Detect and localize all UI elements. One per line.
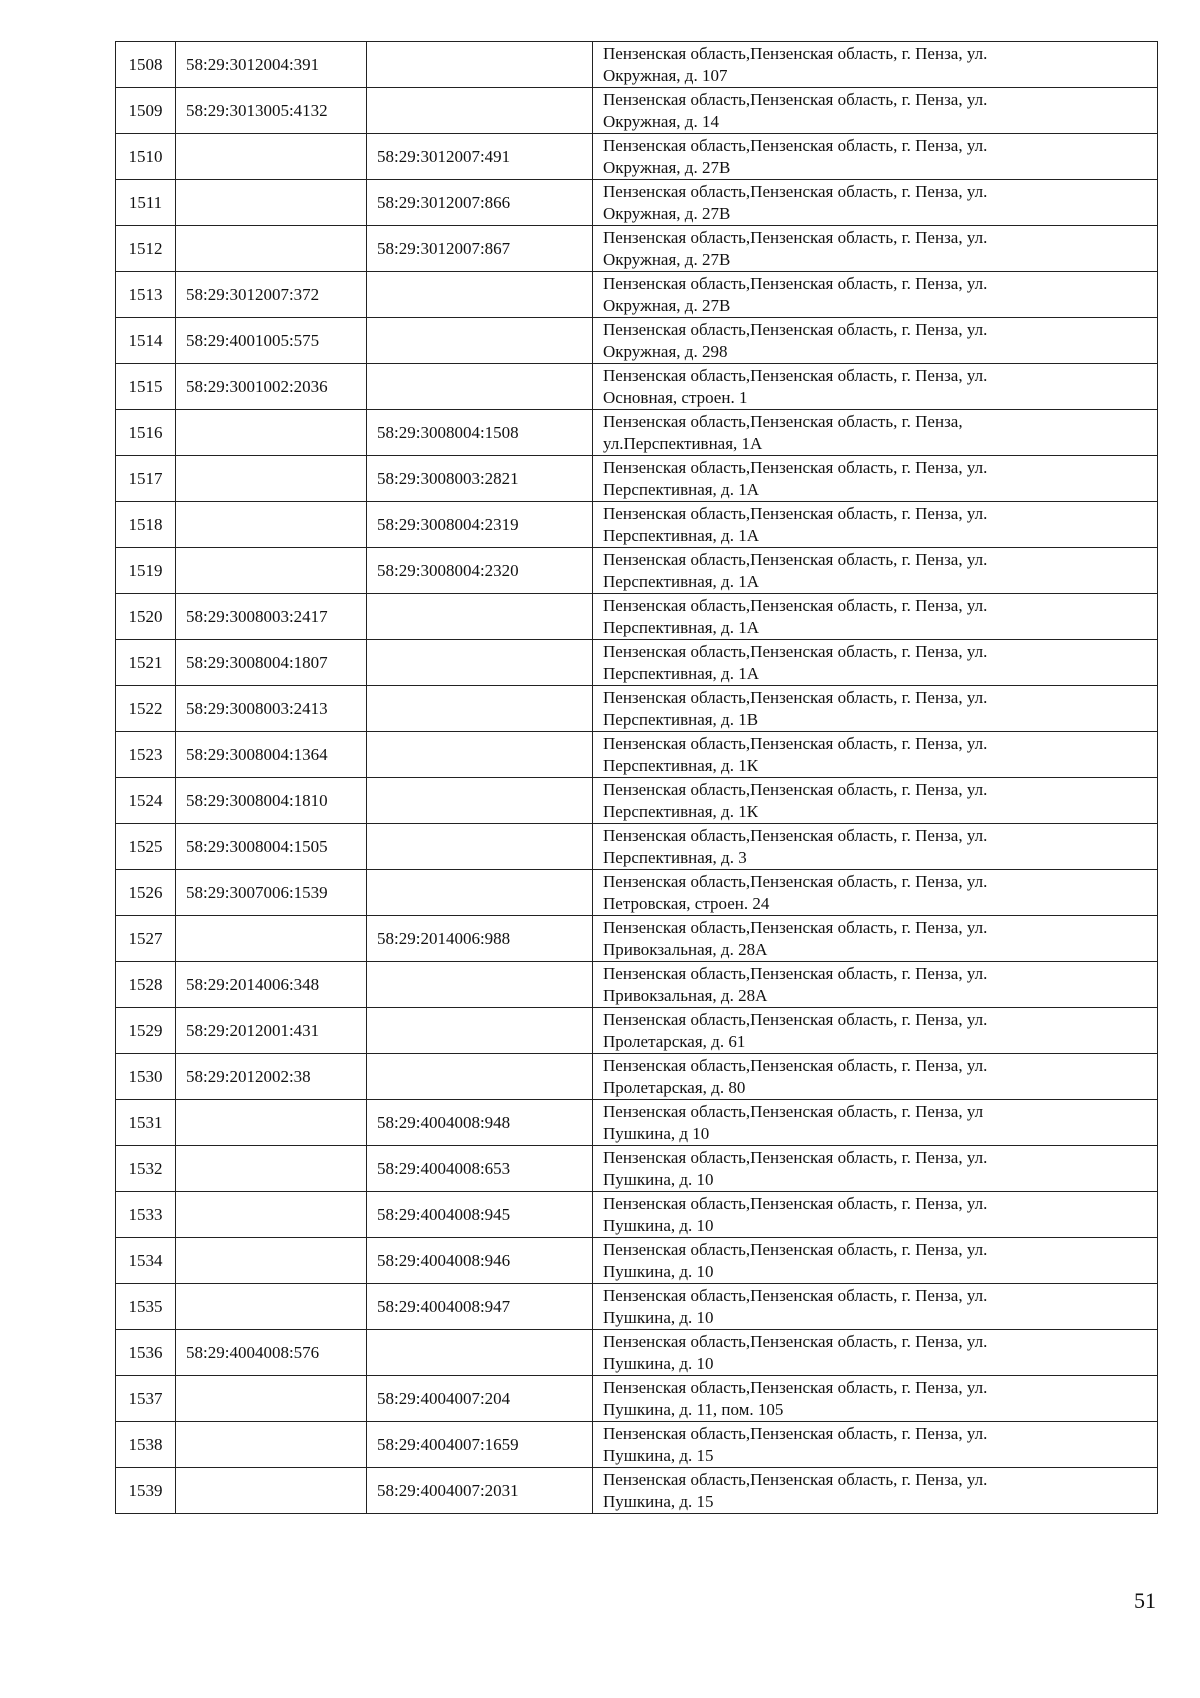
address-line-2: Пушкина, д. 15 [603,1491,714,1511]
address-line-2: Перспективная, д. 1А [603,479,759,499]
address-cell [593,916,1158,962]
table-row [116,410,1158,456]
related-cadastral-number: 58:29:4004007:2031 [367,1468,593,1514]
row-number: 1538 [116,1422,176,1468]
table-row [116,1330,1158,1376]
address-line-2: Пушкина, д. 10 [603,1215,714,1235]
address-line-2: Перспективная, д. 1К [603,801,759,821]
address-line-1: Пензенская область,Пензенская область, г. Пенза, ул. [603,503,988,523]
cadastral-number [176,916,367,962]
cadastral-number [176,1238,367,1284]
row-number: 1530 [116,1054,176,1100]
address-cell [593,1376,1158,1422]
address-cell [593,1054,1158,1100]
address-cell [593,318,1158,364]
address-line-1: Пензенская область,Пензенская область, г. Пенза, ул. [603,1469,988,1489]
cadastral-number: 58:29:2012001:431 [176,1008,367,1054]
address-line-1: Пензенская область,Пензенская область, г. Пенза, ул. [603,43,988,63]
related-cadastral-number [367,272,593,318]
address-cell [593,1100,1158,1146]
table-row [116,1422,1158,1468]
row-number: 1526 [116,870,176,916]
related-cadastral-number: 58:29:4004008:945 [367,1192,593,1238]
table-row [116,732,1158,778]
address-line-2: Окружная, д. 27В [603,157,731,177]
row-number: 1531 [116,1100,176,1146]
address-line-1: Пензенская область,Пензенская область, г. Пенза, ул. [603,687,988,707]
cadastral-number [176,1376,367,1422]
related-cadastral-number [367,1330,593,1376]
cadastral-number: 58:29:2014006:348 [176,962,367,1008]
address-line-2: Перспективная, д. 1В [603,709,759,729]
cadastral-number [176,502,367,548]
related-cadastral-number: 58:29:4004008:948 [367,1100,593,1146]
table-row [116,686,1158,732]
row-number: 1527 [116,916,176,962]
row-number: 1516 [116,410,176,456]
related-cadastral-number: 58:29:3008004:2320 [367,548,593,594]
row-number: 1523 [116,732,176,778]
address-line-1: Пензенская область,Пензенская область, г. Пенза, ул. [603,181,988,201]
row-number: 1529 [116,1008,176,1054]
address-line-1: Пензенская область,Пензенская область, г. Пенза, ул. [603,825,988,845]
table-row [116,134,1158,180]
row-number: 1528 [116,962,176,1008]
address-line-2: Привокзальная, д. 28А [603,939,768,959]
related-cadastral-number: 58:29:3008003:2821 [367,456,593,502]
cadastral-number: 58:29:3008004:1807 [176,640,367,686]
related-cadastral-number [367,732,593,778]
cadastral-number: 58:29:3007006:1539 [176,870,367,916]
related-cadastral-number: 58:29:4004008:946 [367,1238,593,1284]
address-line-2: Окружная, д. 107 [603,65,728,85]
address-line-2: Перспективная, д. 3 [603,847,747,867]
address-cell [593,134,1158,180]
address-cell [593,1330,1158,1376]
cadastral-number: 58:29:3012007:372 [176,272,367,318]
address-line-1: Пензенская область,Пензенская область, г. Пенза, ул [603,1101,984,1121]
row-number: 1520 [116,594,176,640]
address-line-2: Перспективная, д. 1А [603,617,759,637]
related-cadastral-number: 58:29:4004008:653 [367,1146,593,1192]
row-number: 1513 [116,272,176,318]
related-cadastral-number [367,42,593,88]
property-table [115,41,1158,1514]
related-cadastral-number: 58:29:3008004:1508 [367,410,593,456]
address-line-2: Пушкина, д. 10 [603,1353,714,1373]
table-row [116,502,1158,548]
related-cadastral-number [367,824,593,870]
cadastral-number [176,1146,367,1192]
address-cell [593,778,1158,824]
cadastral-number [176,1284,367,1330]
address-cell [593,272,1158,318]
table-row [116,1008,1158,1054]
row-number: 1510 [116,134,176,180]
row-number: 1532 [116,1146,176,1192]
address-line-1: Пензенская область,Пензенская область, г. Пенза, ул. [603,1009,988,1029]
address-line-2: Окружная, д. 14 [603,111,719,131]
address-line-2: Окружная, д. 298 [603,341,728,361]
table-row [116,42,1158,88]
address-cell [593,640,1158,686]
address-cell [593,42,1158,88]
row-number: 1534 [116,1238,176,1284]
address-line-2: Перспективная, д. 1А [603,663,759,683]
address-line-2: Пушкина, д. 15 [603,1445,714,1465]
related-cadastral-number [367,594,593,640]
table-row [116,824,1158,870]
table-row [116,88,1158,134]
address-line-2: Окружная, д. 27В [603,203,731,223]
table-row [116,226,1158,272]
address-line-1: Пензенская область,Пензенская область, г. Пенза, ул. [603,273,988,293]
row-number: 1539 [116,1468,176,1514]
address-cell [593,410,1158,456]
address-line-2: Пушкина, д. 10 [603,1169,714,1189]
cadastral-number: 58:29:3013005:4132 [176,88,367,134]
row-number: 1512 [116,226,176,272]
table-row [116,640,1158,686]
table-row [116,916,1158,962]
page-number: 51 [1134,1588,1156,1613]
related-cadastral-number [367,1008,593,1054]
address-line-1: Пензенская область,Пензенская область, г. Пенза, ул. [603,1147,988,1167]
address-line-1: Пензенская область,Пензенская область, г. Пенза, ул. [603,1239,988,1259]
address-line-1: Пензенская область,Пензенская область, г. Пенза, ул. [603,319,988,339]
table-row [116,1376,1158,1422]
cadastral-number: 58:29:4001005:575 [176,318,367,364]
address-cell [593,1238,1158,1284]
address-line-1: Пензенская область,Пензенская область, г. Пенза, ул. [603,135,988,155]
address-line-2: Пушкина, д. 10 [603,1261,714,1281]
related-cadastral-number: 58:29:3012007:867 [367,226,593,272]
row-number: 1522 [116,686,176,732]
cadastral-number [176,180,367,226]
address-line-1: Пензенская область,Пензенская область, г. Пенза, ул. [603,1055,988,1075]
cadastral-number: 58:29:3012004:391 [176,42,367,88]
address-line-2: Пушкина, д 10 [603,1123,710,1143]
address-line-1: Пензенская область,Пензенская область, г. Пенза, ул. [603,963,988,983]
table-row [116,180,1158,226]
address-cell [593,594,1158,640]
address-cell [593,732,1158,778]
row-number: 1519 [116,548,176,594]
address-cell [593,1146,1158,1192]
address-line-1: Пензенская область,Пензенская область, г. Пенза, ул. [603,641,988,661]
table-row [116,778,1158,824]
address-line-1: Пензенская область,Пензенская область, г. Пенза, [603,411,963,431]
address-line-2: Перспективная, д. 1А [603,571,759,591]
cadastral-number [176,134,367,180]
table-body [116,42,1158,1514]
related-cadastral-number [367,962,593,1008]
table-row [116,364,1158,410]
cadastral-number [176,548,367,594]
table-row [116,548,1158,594]
related-cadastral-number [367,1054,593,1100]
address-cell [593,502,1158,548]
address-line-1: Пензенская область,Пензенская область, г. Пенза, ул. [603,871,988,891]
table-row [116,1192,1158,1238]
address-line-1: Пензенская область,Пензенская область, г. Пенза, ул. [603,365,988,385]
address-line-2: Основная, строен. 1 [603,387,748,407]
cadastral-number: 58:29:3008003:2417 [176,594,367,640]
address-line-1: Пензенская область,Пензенская область, г. Пенза, ул. [603,1423,988,1443]
cadastral-number: 58:29:3008004:1810 [176,778,367,824]
table-row [116,1468,1158,1514]
table-row [116,456,1158,502]
cadastral-number: 58:29:2012002:38 [176,1054,367,1100]
table-row [116,1100,1158,1146]
address-line-1: Пензенская область,Пензенская область, г. Пенза, ул. [603,1285,988,1305]
related-cadastral-number: 58:29:3012007:491 [367,134,593,180]
address-cell [593,1422,1158,1468]
address-line-1: Пензенская область,Пензенская область, г. Пенза, ул. [603,1377,988,1397]
address-cell [593,1192,1158,1238]
address-cell [593,1008,1158,1054]
address-cell [593,1468,1158,1514]
address-line-2: Окружная, д. 27В [603,249,731,269]
table-row [116,1146,1158,1192]
address-cell [593,226,1158,272]
address-cell [593,548,1158,594]
row-number: 1524 [116,778,176,824]
address-line-1: Пензенская область,Пензенская область, г. Пенза, ул. [603,1331,988,1351]
cadastral-number [176,1422,367,1468]
cadastral-number [176,1100,367,1146]
cadastral-number [176,226,367,272]
cadastral-number: 58:29:3008004:1364 [176,732,367,778]
address-line-1: Пензенская область,Пензенская область, г. Пенза, ул. [603,779,988,799]
related-cadastral-number: 58:29:4004007:204 [367,1376,593,1422]
row-number: 1521 [116,640,176,686]
row-number: 1537 [116,1376,176,1422]
table-row [116,1284,1158,1330]
row-number: 1517 [116,456,176,502]
address-cell [593,824,1158,870]
related-cadastral-number [367,778,593,824]
table-row [116,594,1158,640]
table-row [116,870,1158,916]
table-row [116,1238,1158,1284]
row-number: 1515 [116,364,176,410]
row-number: 1525 [116,824,176,870]
cadastral-number [176,1468,367,1514]
row-number: 1536 [116,1330,176,1376]
related-cadastral-number: 58:29:4004008:947 [367,1284,593,1330]
row-number: 1511 [116,180,176,226]
address-cell [593,364,1158,410]
address-cell [593,456,1158,502]
address-cell [593,962,1158,1008]
address-line-2: Окружная, д. 27В [603,295,731,315]
related-cadastral-number: 58:29:2014006:988 [367,916,593,962]
related-cadastral-number [367,88,593,134]
row-number: 1535 [116,1284,176,1330]
address-line-2: Пушкина, д. 11, пом. 105 [603,1399,784,1419]
address-line-2: Пролетарская, д. 80 [603,1077,746,1097]
table-row [116,272,1158,318]
cadastral-number [176,456,367,502]
related-cadastral-number [367,364,593,410]
row-number: 1509 [116,88,176,134]
related-cadastral-number [367,640,593,686]
related-cadastral-number: 58:29:3008004:2319 [367,502,593,548]
row-number: 1518 [116,502,176,548]
address-line-2: Перспективная, д. 1К [603,755,759,775]
table-row [116,962,1158,1008]
cadastral-number: 58:29:3008004:1505 [176,824,367,870]
cadastral-number [176,1192,367,1238]
related-cadastral-number: 58:29:4004007:1659 [367,1422,593,1468]
cadastral-number: 58:29:4004008:576 [176,1330,367,1376]
address-line-1: Пензенская область,Пензенская область, г. Пенза, ул. [603,549,988,569]
cadastral-number: 58:29:3001002:2036 [176,364,367,410]
related-cadastral-number [367,318,593,364]
address-line-1: Пензенская область,Пензенская область, г. Пенза, ул. [603,917,988,937]
address-line-2: ул.Перспективная, 1А [603,433,763,453]
related-cadastral-number: 58:29:3012007:866 [367,180,593,226]
address-line-1: Пензенская область,Пензенская область, г. Пенза, ул. [603,227,988,247]
address-cell [593,1284,1158,1330]
address-line-2: Пушкина, д. 10 [603,1307,714,1327]
row-number: 1514 [116,318,176,364]
table-row [116,318,1158,364]
address-line-1: Пензенская область,Пензенская область, г. Пенза, ул. [603,595,988,615]
row-number: 1508 [116,42,176,88]
address-line-2: Петровская, строен. 24 [603,893,770,913]
table-row [116,1054,1158,1100]
row-number: 1533 [116,1192,176,1238]
address-cell [593,686,1158,732]
address-line-1: Пензенская область,Пензенская область, г. Пенза, ул. [603,1193,988,1213]
address-cell [593,870,1158,916]
related-cadastral-number [367,686,593,732]
address-line-1: Пензенская область,Пензенская область, г. Пенза, ул. [603,733,988,753]
address-line-1: Пензенская область,Пензенская область, г. Пенза, ул. [603,457,988,477]
address-line-2: Перспективная, д. 1А [603,525,759,545]
address-cell [593,88,1158,134]
address-cell [593,180,1158,226]
address-line-2: Пролетарская, д. 61 [603,1031,746,1051]
related-cadastral-number [367,870,593,916]
cadastral-number [176,410,367,456]
address-line-1: Пензенская область,Пензенская область, г. Пенза, ул. [603,89,988,109]
cadastral-number: 58:29:3008003:2413 [176,686,367,732]
address-line-2: Привокзальная, д. 28А [603,985,768,1005]
